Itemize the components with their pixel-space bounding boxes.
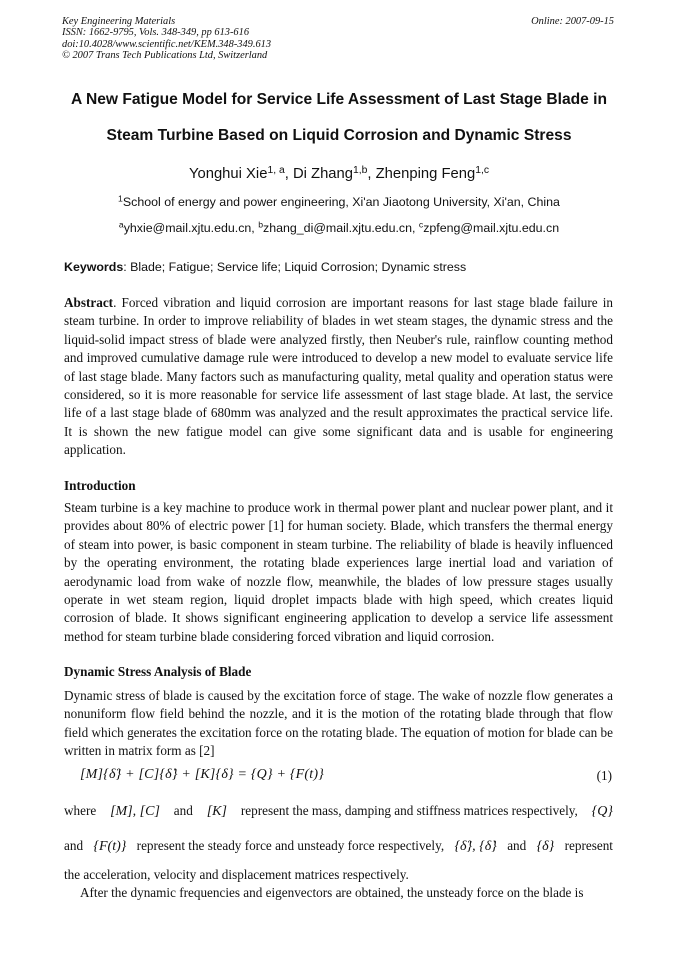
- final-line: After the dynamic frequencies and eigenvectors are obtained, the unsteady force on the blade is: [80, 885, 584, 900]
- keywords: Keywords: Blade; Fatigue; Service life; Liquid Corrosion; Dynamic stress: [64, 260, 467, 274]
- equation-number: (1): [596, 768, 612, 783]
- journal-name: Key Engineering Materials: [62, 16, 176, 27]
- issn-line: ISSN: 1662-9795, Vols. 348-349, pp 613-616: [62, 27, 250, 39]
- author-1: Yonghui Xie$^{1, a}$,: [188, 164, 293, 182]
- abstract-paragraph: Abstract. Forced vibration and liquid corrosion are important reasons for last stage blade failure in steam turbine. In order to improve reliability of blades in wet steam stages, the dynamic stress and the liquid-solid impact stress of blade were analyzed firstly, then Neuber's rule, rainflow counting method and improved cumulative damage rule were introduced to develop a new model to evaluate service life of last stage blade. Many factors such as manufacturing quality, metal quality and operation status were considered, so it is more reasonable for service life assessment of last stage blade. At last, the service life of a last stage blade of 680mm was analyzed and the result approximates the practical service life. It is shown the new fatigue model can give some significant data and is usable for engineering application.: [64, 295, 613, 458]
- keywords-label: Keywords: [64, 260, 124, 274]
- abstract-label: Abstract: [64, 295, 114, 310]
- author-3: Zhenping Feng$^{1,c}$: [375, 164, 490, 182]
- affiliation: $^1$School of energy and power engineering, Xi'an Jiaotong University, Xi'an, China: [118, 193, 560, 209]
- dynamic-stress-paragraph: Dynamic stress of blade is caused by the excitation force of stage. The wake of nozzle flow generates a nonuniform flow field behind the nozzle, and it is the motion of the rotating blade through that flow field which generates the excitation force on the rotating blade. The equation of motion for blade can be written in matrix form as [2]: [64, 688, 613, 759]
- running-header: [62, 16, 614, 62]
- where-line-3: the acceleration, velocity and displacement matrices respectively.: [64, 867, 409, 882]
- author-2: Di Zhang$^{1,b}$,: [292, 164, 376, 182]
- copyright-line: © 2007 Trans Tech Publications Ltd, Switzerland: [62, 50, 268, 62]
- online-date: Online: 2007-09-15: [531, 16, 614, 27]
- where-line-2: and {F(t)} represent the steady force and unsteady force respectively, {δ̈}, {δ̇} and {δ} represent: [64, 838, 613, 854]
- where-line-1: where [M], [C] and [K] represent the mass, damping and stiffness matrices respectively, {Q}: [64, 803, 613, 819]
- author-emails: $^a$yhxie@mail.xjtu.edu.cn, $^b$zhang_di@mail.xjtu.edu.cn, $^c$zpfeng@mail.xjtu.edu.cn: [118, 219, 560, 235]
- dynamic-stress-heading: Dynamic Stress Analysis of Blade: [64, 664, 252, 679]
- equation-1: [M]{δ̈} + [C]{δ̇} + [K]{δ} = {Q} + {F(t)}: [80, 767, 325, 782]
- introduction-heading: Introduction: [64, 478, 136, 493]
- doi-line: doi:10.4028/www.scientific.net/KEM.348-349.613: [62, 38, 272, 50]
- author-list: [40, 166, 638, 182]
- paper-title-line-1: A New Fatigue Model for Service Life Assessment of Last Stage Blade in: [70, 91, 608, 108]
- paper-title-line-2: Steam Turbine Based on Liquid Corrosion and Dynamic Stress: [106, 127, 572, 144]
- introduction-paragraph: Steam turbine is a key machine to produce work in thermal power plant and nuclear power plant, and it provides about 80% of electric power [1] for human society. Blade, which transfers the thermal energy of steam into power, is basic component in steam turbine. The reliability of blade is heavily influenced by the operating environment, the rotating blade experiences large inertial load and variation of aerodynamic load from wake of nozzle flow, meanwhile, the blades of low pressure stages usually operate in wet steam region, liquid droplet impacts blade with high speed, which creates liquid corrosion of blade. It shows significant engineering application to develop a service life assessment method for steam turbine blade considering forced vibration and liquid corrosion.: [64, 500, 613, 644]
